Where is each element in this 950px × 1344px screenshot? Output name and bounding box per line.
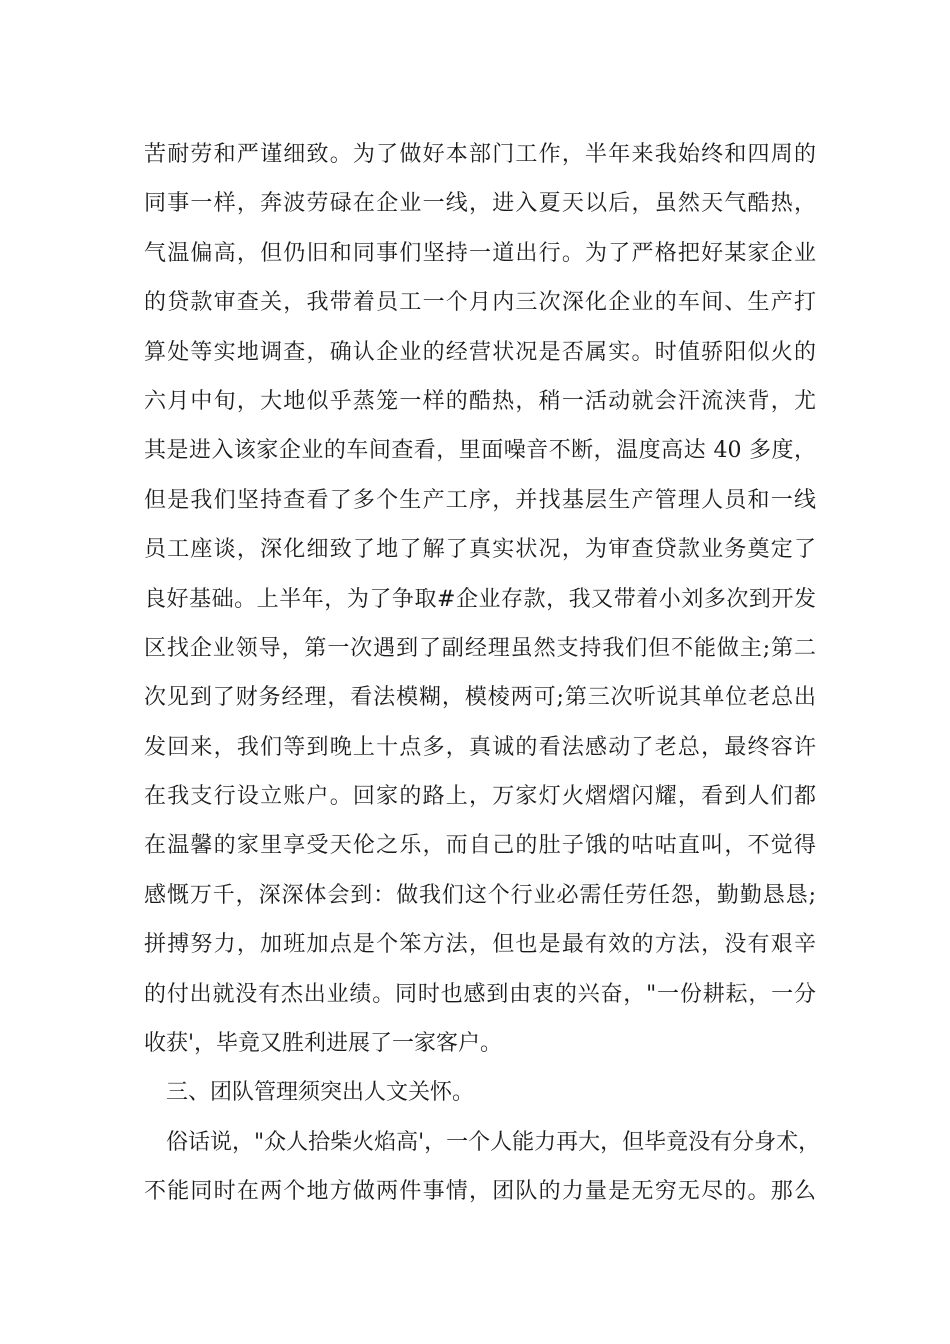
text-line: 六月中旬，大地似乎蒸笼一样的酷热，稍一活动就会汗流浃背，尤 [144, 388, 816, 414]
text-line: 在我支行设立账户。回家的路上，万家灯火熠熠闪耀，看到人们都 [144, 784, 816, 810]
text-line: 次见到了财务经理，看法模糊，模棱两可;第三次听说其单位老总出 [144, 685, 816, 711]
text-line: 算处等实地调查，确认企业的经营状况是否属实。时值骄阳似火的 [144, 339, 816, 365]
body-text [144, 130, 821, 1217]
text-line: 但是我们坚持查看了多个生产工序，并找基层生产管理人员和一线 [144, 487, 816, 513]
section-heading: 三、团队管理须突出人文关怀。 [166, 1080, 475, 1106]
text-line: 发回来，我们等到晚上十点多，真诚的看法感动了老总，最终容许 [144, 734, 816, 760]
text-line: 区找企业领导，第一次遇到了副经理虽然支持我们但不能做主;第二 [144, 635, 816, 661]
text-line: 员工座谈，深化细致了地了解了真实状况，为审查贷款业务奠定了 [144, 537, 816, 563]
text-line: 拼搏努力，加班加点是个笨方法，但也是最有效的方法，没有艰辛 [144, 932, 816, 958]
text-line: 感慨万千，深深体会到：做我们这个行业必需任劳任怨，勤勤恳恳; [144, 882, 816, 908]
text-line: 的付出就没有杰出业绩。同时也感到由衷的兴奋，"一份耕耘，一分 [144, 981, 816, 1007]
text-line: 的贷款审查关，我带着员工一个月内三次深化企业的车间、生产打 [144, 290, 816, 316]
text-line: 在温馨的家里享受天伦之乐，而自己的肚子饿的咕咕直叫，不觉得 [144, 833, 816, 859]
text-line: 同事一样，奔波劳碌在企业一线，进入夏天以后，虽然天气酷热， [144, 191, 816, 217]
text-line: 俗话说，"众人拾柴火焰高'，一个人能力再大，但毕竟没有分身术， [166, 1129, 821, 1155]
text-line: 收获'，毕竟又胜利进展了一家客户。 [144, 1031, 503, 1057]
text-line: 苦耐劳和严谨细致。为了做好本部门工作，半年来我始终和四周的 [144, 142, 816, 167]
text-line: 不能同时在两个地方做两件事情，团队的力量是无穷无尽的。那么 [144, 1179, 816, 1205]
text-line: 其是进入该家企业的车间查看，里面噪音不断，温度高达 40 多度， [144, 438, 816, 464]
text-line: 良好基础。上半年，为了争取#企业存款，我又带着小刘多次到开发 [144, 586, 816, 612]
text-line: 气温偏高，但仍旧和同事们坚持一道出行。为了严格把好某家企业 [144, 240, 816, 266]
